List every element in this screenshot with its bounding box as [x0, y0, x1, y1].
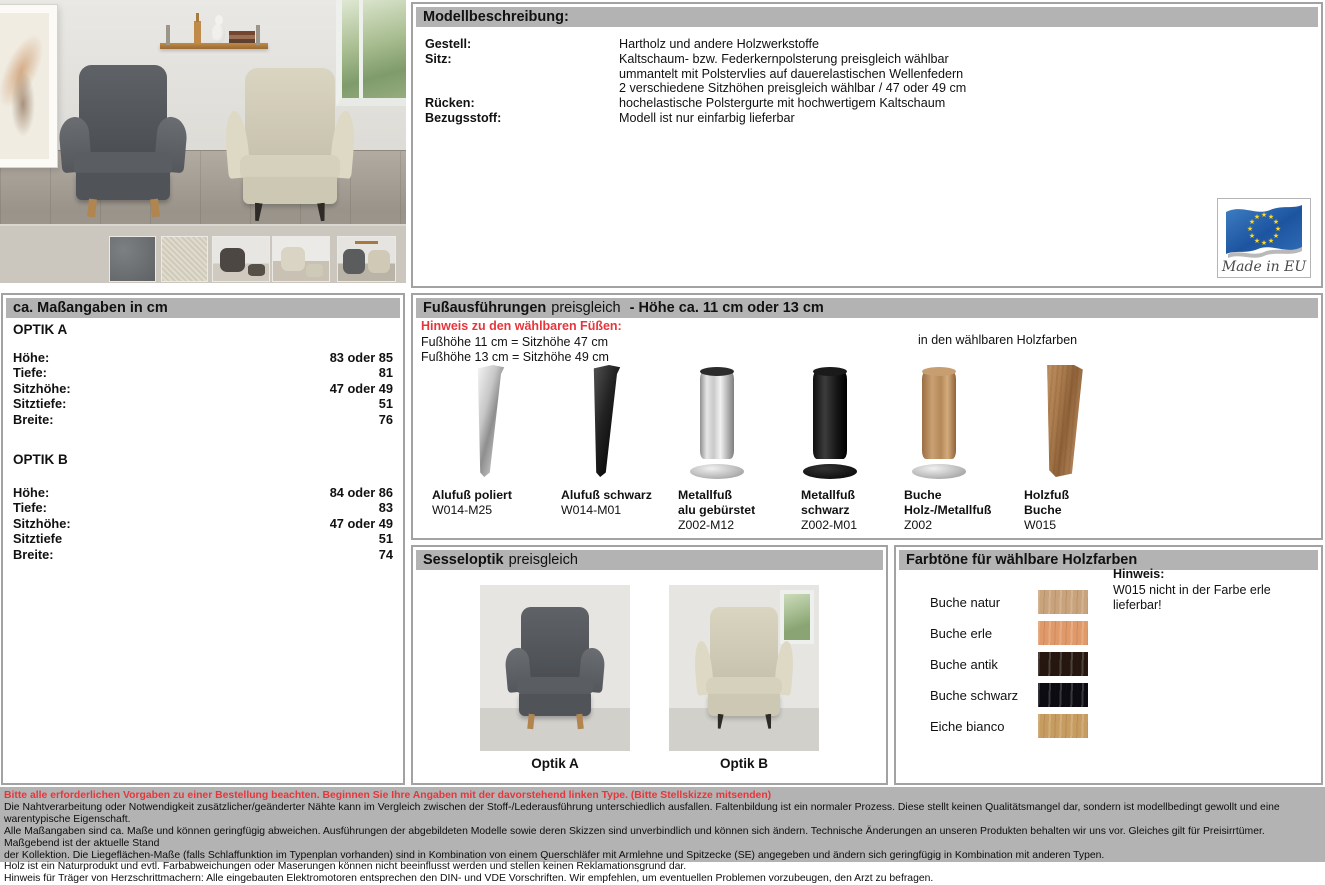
measure-row: Sitztiefe 51 — [13, 531, 393, 547]
shelf-strap — [166, 25, 170, 45]
measure-row: Breite: 74 — [13, 546, 393, 562]
product-photo — [0, 0, 406, 283]
optik-b-label: Optik B — [719, 756, 768, 771]
vase — [212, 24, 225, 43]
disclaimer-line: der Kollektion. Die Liegeflächen-Maße (falls Schlaffunktion im Typenplan vorhanden) sind in Kombination von einem Querschläfer mit Armlehne und Spitzecke (SE) angegeben und ändern sich geringfügig in Kombination mit anderen Typen. — [4, 849, 1105, 861]
wood-swatch — [1038, 621, 1088, 645]
wood-color-row: Buche natur — [930, 590, 1088, 614]
wood-swatch — [1038, 683, 1088, 707]
thumbnail-fabric-grey — [110, 237, 155, 281]
svg-text:★: ★ — [1260, 212, 1268, 219]
spec-row: Sitz: Kaltschaum- bzw. Federkernpolsterung preisgleich wählbar ummantelt mit Polstervlies auf dauerelastischen Wellenfedern 2 verschiedene Sitzhöhen preisgleich wählbar / 47 oder 49 cm — [425, 51, 967, 96]
foot-beech-metal-illustration — [911, 365, 967, 479]
optik-b-image — [669, 585, 819, 751]
wood-color-row: Eiche bianco — [930, 714, 1088, 738]
wood-colors-header: Farbtöne für wählbare Holzfarben — [899, 550, 1318, 570]
measure-row: Breite: 76 — [13, 411, 393, 427]
measure-row: Tiefe: 81 — [13, 365, 393, 381]
wood-colors-panel — [894, 545, 1323, 785]
disclaimer-red-line: Bitte alle erforderlichen Vorgaben zu einer Bestellung beachten. Beginnen Sie Ihre Angaben mit der davorstehend linken Type. (Bitte Stellskizze mitsenden) — [4, 790, 772, 801]
foot-alu-polished-illustration — [469, 365, 509, 477]
made-in-eu-label: Made in EU — [1221, 259, 1307, 275]
optik-a-label: Optik A — [531, 756, 579, 771]
svg-text:★: ★ — [1246, 226, 1254, 233]
shelf-strap — [256, 25, 260, 45]
svg-text:★: ★ — [1272, 233, 1280, 240]
optik-b-rows — [3, 485, 403, 562]
armchair-beige-illustration — [695, 607, 793, 729]
foot-label: Buche Holz-/Metallfuß Z002 — [904, 488, 992, 532]
optik-a-title: OPTIK A — [13, 322, 68, 337]
spec-row: Gestell: Hartholz und andere Holzwerkstoffe — [425, 37, 819, 51]
thumbnail-fabric-beige — [162, 237, 207, 281]
measure-row: Sitzhöhe: 47 oder 49 — [13, 380, 393, 396]
picture-frame — [0, 4, 58, 168]
disclaimer-line: Alle Maßangaben sind ca. Maße und können geringfügig abweichen. Ausführungen der abgebildeten Modelle sowie deren Skizzen sind unverbindlich und können sich ändern. Technische Änderungen an unseren Produkten behalten wir uns vor. Gleiches gilt für Preisirrtümer. Maßgebend ist der aktuelle Stand — [4, 825, 1265, 849]
foot-label: Alufuß poliert W014-M25 — [432, 488, 512, 517]
svg-text:★: ★ — [1253, 238, 1261, 245]
measure-row: Höhe: 83 oder 85 — [13, 350, 393, 365]
measurements-panel — [1, 293, 405, 785]
svg-text:★: ★ — [1267, 214, 1275, 221]
foot-label: Metallfuß alu gebürstet Z002-M12 — [678, 488, 756, 532]
foot-wood-beech-illustration — [1032, 365, 1086, 477]
chair-look-header: Sesseloptik preisgleich — [416, 550, 883, 570]
svg-text:★: ★ — [1260, 240, 1268, 247]
foot-alu-black-illustration — [585, 365, 625, 477]
foot-label: Metallfuß schwarz Z002-M01 — [801, 488, 858, 532]
armchair-grey-illustration — [506, 607, 604, 729]
foot-metal-black-illustration — [802, 365, 858, 479]
measure-row: Sitztiefe: 51 — [13, 396, 393, 412]
optik-b-title: OPTIK B — [13, 452, 68, 467]
thumbnail-scene-2 — [273, 237, 329, 281]
measure-row: Tiefe: 83 — [13, 500, 393, 516]
wood-color-row: Buche antik — [930, 652, 1088, 676]
model-description-body — [425, 37, 1201, 126]
disclaimer — [0, 787, 1325, 885]
svg-text:★: ★ — [1248, 219, 1256, 226]
svg-text:★: ★ — [1248, 233, 1256, 240]
model-description-header — [416, 7, 1318, 27]
measure-row: Sitzhöhe: 47 oder 49 — [13, 515, 393, 531]
feet-panel — [411, 293, 1323, 540]
svg-text:★: ★ — [1272, 219, 1280, 226]
measurements-header — [6, 298, 400, 318]
foot-label: Holzfuß Buche W015 — [1024, 488, 1070, 532]
wood-colors-hint: Hinweis: W015 nicht in der Farbe erle lieferbar! — [1113, 567, 1271, 612]
foot-metal-brushed-illustration — [689, 365, 745, 479]
eu-flag-icon — [1220, 201, 1308, 275]
wood-colors-note: in den wählbaren Holzfarben — [918, 333, 1078, 347]
disclaimer-line: Hinweis für Träger von Herzschrittmachern: Alle eingebauten Elektromotoren entsprechen den DIN- und VDE Vorschriften. Wir empfehlen, um eventuellen Problemen vorzubeugen, den Arzt zu befragen. — [4, 873, 934, 885]
svg-text:★: ★ — [1253, 214, 1261, 221]
books — [229, 31, 255, 43]
armchair-beige — [226, 68, 354, 221]
wood-swatch — [1038, 590, 1088, 614]
disclaimer-line: Die Nahtverarbeitung oder Notwendigkeit zusätzlicher/geänderter Nähte kann im Vergleich zwischen der Stoff-/Lederausführung unterschiedlich ausfallen. Faltenbildung ist ein normaler Prozess. Diese stellt keinen Qualitätsmangel dar, sondern ist modellbedingt gewollt und eine warentypische Eigenschaft. — [4, 801, 1280, 825]
wood-color-row: Buche schwarz — [930, 683, 1088, 707]
wood-color-row: Buche erle — [930, 621, 1088, 645]
panel-title: Modellbeschreibung: — [423, 9, 569, 25]
model-description-panel — [411, 2, 1323, 288]
panel-title: ca. Maßangaben in cm — [13, 300, 168, 316]
optik-a-image — [480, 585, 630, 751]
wood-swatch — [1038, 652, 1088, 676]
spec-row: Rücken: hochelastische Polstergurte mit hochwertigem Kaltschaum — [425, 96, 946, 111]
thumbnail-scene-1 — [213, 237, 269, 281]
foot-label: Alufuß schwarz W014-M01 — [561, 488, 652, 517]
svg-text:★: ★ — [1274, 226, 1282, 233]
disclaimer-line: Holz ist ein Naturprodukt und evtl. Farbabweichungen oder Maserungen können nicht beeinflusst werden und stellen keinen Reklamationsgrund dar. — [4, 861, 687, 873]
feet-hint: Hinweis zu den wählbaren Füßen: Fußhöhe 11 cm = Sitzhöhe 47 cm Fußhöhe 13 cm = Sitzhöhe 49 cm — [421, 319, 622, 364]
candle-holder — [194, 21, 201, 43]
chair-look-panel — [411, 545, 888, 785]
thumbnail-scene-3 — [338, 237, 395, 281]
made-in-eu-badge — [1217, 198, 1311, 278]
wood-swatch — [1038, 714, 1088, 738]
measure-row: Höhe: 84 oder 86 — [13, 485, 393, 500]
optik-a-rows — [3, 350, 403, 427]
feet-header: Fußausführungen preisgleich - Höhe ca. 11 cm oder 13 cm — [416, 298, 1318, 318]
spec-row: Bezugsstoff: Modell ist nur einfarbig lieferbar — [425, 110, 795, 125]
wall-shelf — [160, 43, 268, 49]
armchair-grey — [60, 65, 186, 217]
svg-text:★: ★ — [1267, 238, 1275, 245]
